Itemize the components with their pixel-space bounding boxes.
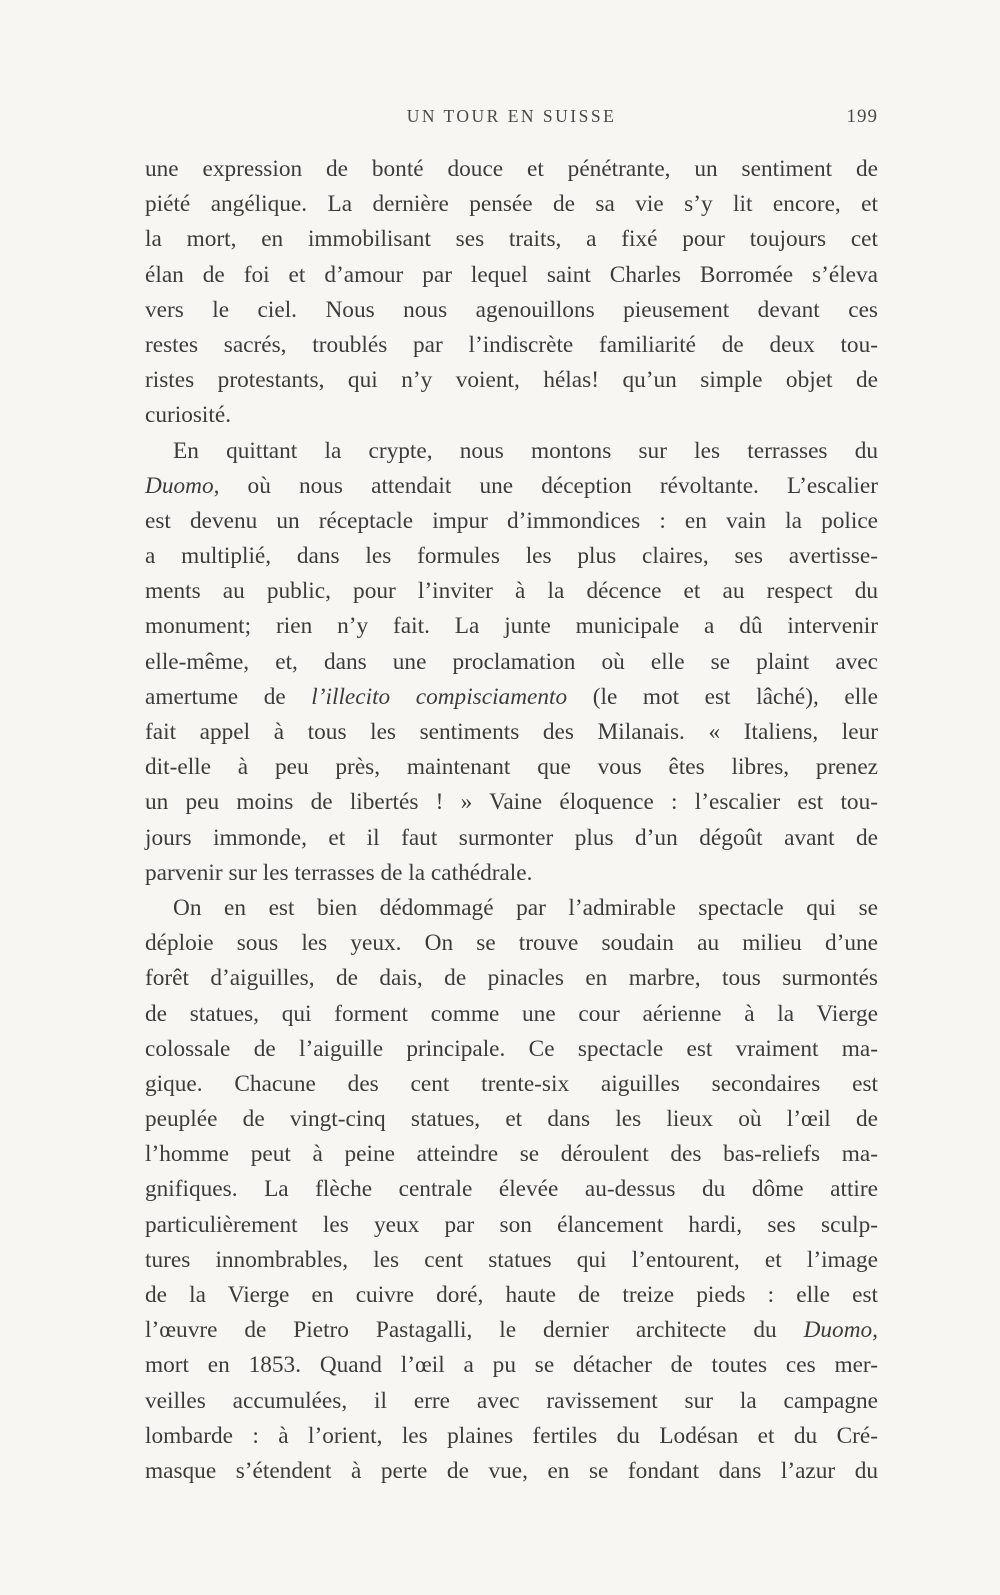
- text-line: gique. Chacune des cent trente-six aiguilles secondaires est: [145, 1070, 878, 1097]
- text-line: la mort, en immobilisant ses traits, a fixé pour toujours cet: [145, 226, 878, 253]
- text-line: de la Vierge en cuivre doré, haute de treize pieds : elle est: [145, 1282, 878, 1308]
- text-line: restes sacrés, troublés par l’indiscrète familiarité de deux tou-: [145, 331, 878, 358]
- text-line: piété angélique. La dernière pensée de sa vie s’y lit encore, et: [145, 191, 878, 218]
- running-head: [145, 104, 878, 132]
- text-line: mort en 1853. Quand l’œil a pu se détacher de toutes ces mer-: [145, 1352, 878, 1379]
- text-run: (le mot est lâché), elle: [567, 683, 879, 710]
- text-line: élan de foi et d’amour par lequel saint Charles Borromée s’éleva: [145, 261, 878, 288]
- paragraph: [145, 434, 878, 891]
- text-line: On en est bien dédommagé par l’admirable spectacle qui se: [173, 894, 878, 921]
- text-line: [145, 680, 878, 715]
- text-line: fait appel à tous les sentiments des Milanais. « Italiens, leur: [145, 719, 878, 745]
- text-line: jours immonde, et il faut surmonter plus d’un dégoût avant de: [145, 824, 878, 851]
- text-line: peuplée de vingt-cinq statues, et dans les lieux où l’œil de: [145, 1106, 878, 1133]
- text-line: masque s’étendent à perte de vue, en se fondant dans l’azur du: [145, 1457, 878, 1484]
- text-line: monument; rien n’y fait. La junte municipale a dû intervenir: [145, 613, 878, 640]
- paragraph: [145, 891, 878, 1489]
- text-line: curiosité.: [145, 402, 232, 429]
- text-line: En quittant la crypte, nous montons sur les terrasses du: [173, 437, 878, 464]
- text-line: [145, 1313, 878, 1348]
- body-text: [145, 152, 878, 1489]
- text-line: gnifiques. La flèche centrale élevée au-dessus du dôme attire: [145, 1176, 878, 1203]
- text-line: vers le ciel. Nous nous agenouillons pieusement devant ces: [145, 296, 878, 323]
- text-line: un peu moins de libertés ! » Vaine éloquence : l’escalier est tou-: [145, 789, 878, 816]
- page-number: 199: [846, 106, 878, 127]
- text-line: lombarde : à l’orient, les plaines fertiles du Lodésan et du Cré-: [145, 1422, 878, 1449]
- text-line: de statues, qui forment comme une cour aérienne à la Vierge: [145, 1000, 878, 1027]
- text-line: veilles accumulées, il erre avec ravissement sur la campagne: [145, 1387, 878, 1414]
- text-line: forêt d’aiguilles, de dais, de pinacles en marbre, tous surmontés: [145, 965, 878, 992]
- italic-text: l’illecito compisciamento: [311, 683, 568, 710]
- text-line: elle-même, et, dans une proclamation où elle se plaint avec: [145, 648, 878, 675]
- text-line: parvenir sur les terrasses de la cathédrale.: [145, 859, 533, 886]
- paragraph: [145, 152, 878, 434]
- text-line: l’homme peut à peine atteindre se déroulent des bas-reliefs ma-: [145, 1141, 878, 1168]
- text-line: a multiplié, dans les formules les plus claires, ses avertisse-: [145, 543, 878, 570]
- running-title: UN TOUR EN SUISSE: [406, 106, 617, 126]
- text-line: dit-elle à peu près, maintenant que vous êtes libres, prenez: [145, 754, 878, 781]
- text-line: colossale de l’aiguille principale. Ce spectacle est vraiment ma-: [145, 1035, 878, 1062]
- text-run: amertume de: [145, 683, 312, 710]
- text-line: tures innombrables, les cent statues qui l’entourent, et l’image: [145, 1246, 878, 1273]
- text-line: est devenu un réceptacle impur d’immondices : en vain la police: [145, 507, 878, 534]
- text-line: ments au public, pour l’inviter à la décence et au respect du: [145, 578, 878, 605]
- italic-text: Duomo,: [145, 472, 220, 499]
- text-run: où nous attendait une déception révoltante. L’escalier: [219, 472, 878, 499]
- text-line: déploie sous les yeux. On se trouve soudain au milieu d’une: [145, 930, 878, 957]
- text-run: l’œuvre de Pietro Pastagalli, le dernier architecte du: [145, 1317, 804, 1344]
- text-line: particulièrement les yeux par son élancement hardi, ses sculp-: [145, 1211, 878, 1238]
- text-line: [145, 469, 878, 504]
- text-line: une expression de bonté douce et pénétrante, un sentiment de: [145, 156, 878, 182]
- italic-text: Duomo,: [803, 1317, 878, 1344]
- text-line: ristes protestants, qui n’y voient, hélas! qu’un simple objet de: [145, 367, 878, 394]
